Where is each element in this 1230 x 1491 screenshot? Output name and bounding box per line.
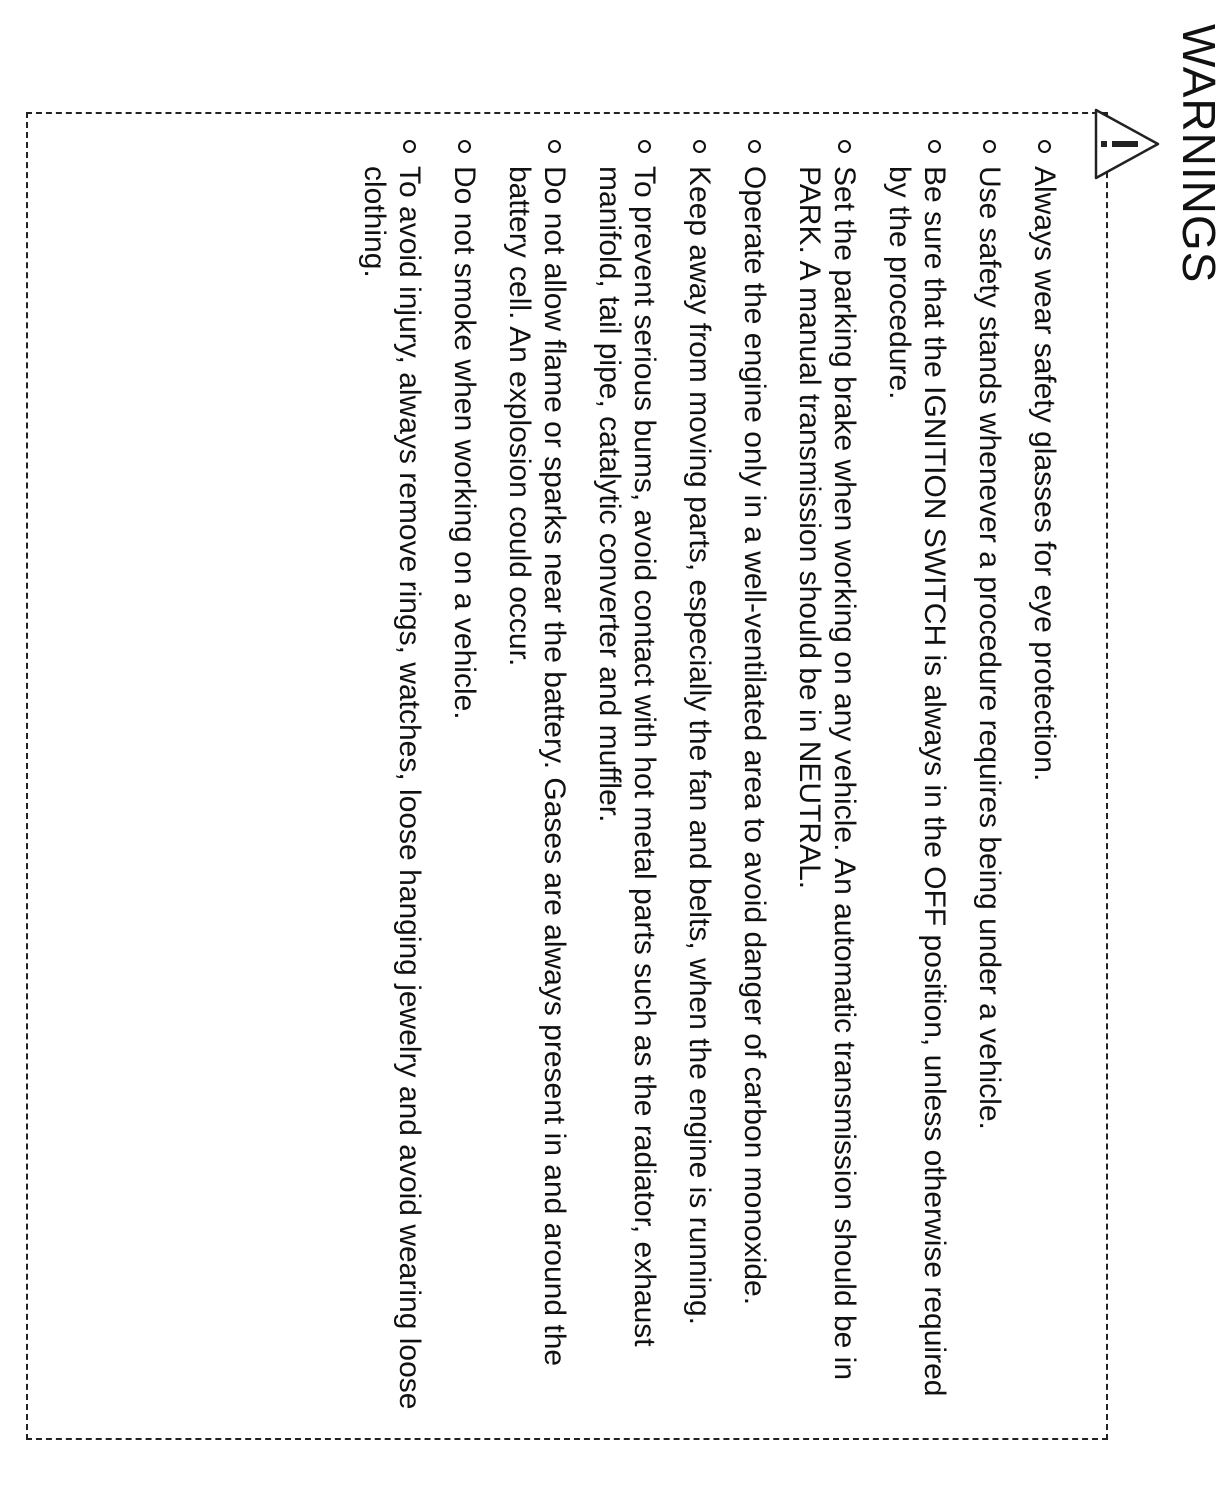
warning-text: Keep away from moving parts, especially the fan and belts, when the engine is running.	[683, 166, 716, 1326]
warning-text: Do not allow flame or sparks near the battery. Gases are always present in and around the battery cell. An explosion could occur.	[503, 166, 571, 1367]
bullet-circle-icon	[548, 140, 561, 153]
warning-text: Do not smoke when working on a vehicle.	[448, 166, 481, 720]
bullet-circle-icon	[403, 140, 416, 153]
bullet-circle-icon	[458, 140, 471, 153]
bullet-circle-icon	[638, 140, 651, 153]
list-item	[1027, 140, 1062, 1410]
bullet-circle-icon	[748, 140, 761, 153]
bullet-circle-icon	[1038, 140, 1051, 153]
list-item	[592, 140, 662, 1410]
warning-text: To prevent serious bums, avoid contact with hot metal parts such as the radiator, exhaust manifold, tail pipe, catalytic converter and muffler.	[593, 166, 661, 1347]
warning-text: Always wear safety glasses for eye protection.	[1028, 166, 1061, 782]
list-item	[502, 140, 572, 1410]
bullet-circle-icon	[693, 140, 706, 153]
warnings-list	[337, 140, 1062, 1410]
bullet-circle-icon	[928, 140, 941, 153]
list-item	[447, 140, 482, 1410]
list-item	[682, 140, 717, 1410]
warning-text: To avoid injury, always remove rings, watches, loose hanging jewelry and avoid wearing loose clothing.	[358, 166, 426, 1410]
list-item	[792, 140, 862, 1410]
list-item	[737, 140, 772, 1410]
bullet-circle-icon	[838, 140, 851, 153]
list-item	[357, 140, 427, 1410]
bullet-circle-icon	[983, 140, 996, 153]
list-item	[882, 140, 952, 1410]
page-title: WARNINGS	[1173, 24, 1225, 284]
warning-text: Set the parking brake when working on any vehicle. An automatic transmission should be in PARK. A manual transmission should be in NEUTRAL.	[793, 166, 861, 1381]
warning-text: Be sure that the IGNITION SWITCH is always in the OFF position, unless otherwise required by the procedure.	[883, 166, 951, 1397]
warning-triangle-icon	[1092, 108, 1162, 180]
warning-text: Operate the engine only in a well-ventilated area to avoid danger of carbon monoxide.	[738, 166, 771, 1306]
list-item	[972, 140, 1007, 1410]
warning-text: Use safety stands whenever a procedure requires being under a vehicle.	[973, 166, 1006, 1130]
